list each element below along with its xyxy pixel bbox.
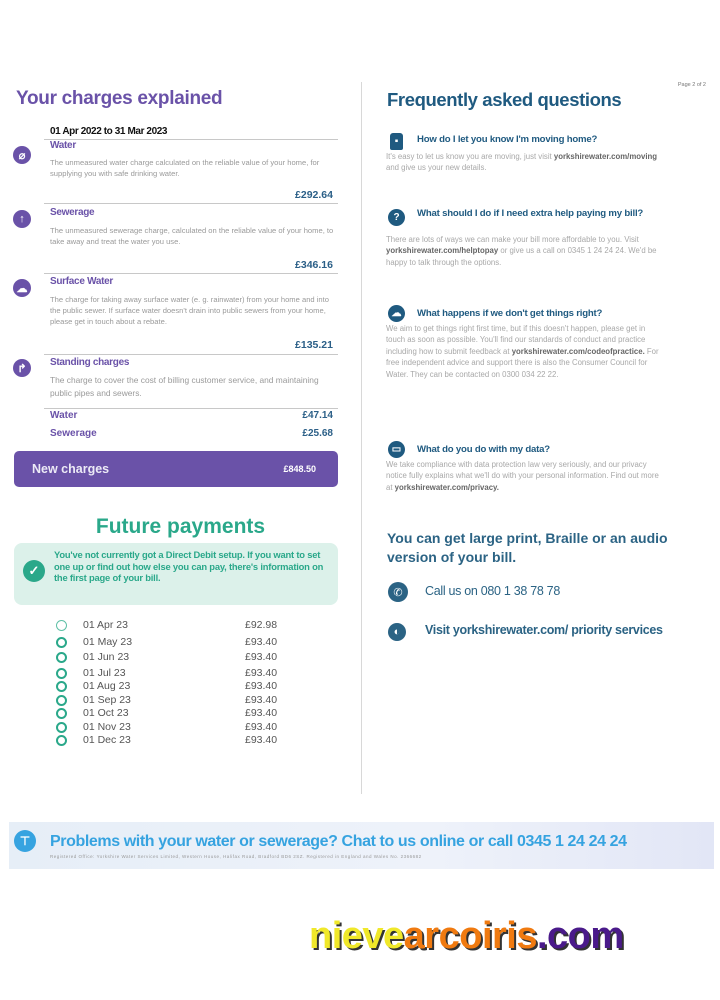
ring-icon bbox=[56, 735, 67, 746]
ring-icon bbox=[56, 652, 67, 663]
watermark-logo: nievearcoiris.com bbox=[309, 915, 624, 957]
speech-bubble-icon: ☁ bbox=[388, 305, 405, 322]
future-payments-title: Future payments bbox=[95, 515, 266, 538]
door-icon: ▪ bbox=[390, 133, 403, 150]
charge-name: Water bbox=[50, 140, 76, 151]
checkmark-icon: ✓ bbox=[23, 560, 45, 582]
rain-cloud-icon: ☁ bbox=[13, 279, 31, 297]
payment-row: 01 Aug 23 £93.40 bbox=[56, 680, 296, 694]
moving-link[interactable]: yorkshirewater.com/moving bbox=[553, 152, 658, 161]
ring-icon bbox=[56, 708, 67, 719]
payment-row: 01 May 23 £93.40 bbox=[56, 636, 296, 650]
payment-row: 01 Jun 23 £93.40 bbox=[56, 651, 296, 665]
charge-name: Sewerage bbox=[50, 207, 95, 218]
sewerage-arrow-icon: ↑ bbox=[13, 210, 31, 228]
ring-icon bbox=[56, 637, 67, 648]
payment-row: 01 Oct 23 £93.40 bbox=[56, 707, 296, 721]
call-us-text: Call us on 080 1 38 78 78 bbox=[425, 584, 560, 598]
page-number: Page 2 of 2 bbox=[677, 82, 706, 88]
charges-title: Your charges explained bbox=[16, 88, 223, 109]
faq-answer: We aim to get things right first time, but if this doesn't happen, please get in touch as soon as possible. You'll find our standards of conduct and practice including how to submit feedback at yorkshirewater.com/codeofpractice. For free independent advice and support there is also the Consumer Council for Water. They can be contacted on 0300 034 22 22. bbox=[386, 324, 659, 379]
visit-site-text: Visit yorkshirewater.com/ priority services bbox=[425, 623, 663, 637]
faq-answer: We take compliance with data protection law very seriously, and our privacy notice fully explains what we'll do with your personal information. Find out more at yorkshirewater.com/privacy. bbox=[386, 460, 659, 492]
payment-row: 01 Jul 23 £93.40 bbox=[56, 667, 296, 681]
helptopay-link[interactable]: yorkshirewater.com/helptopay bbox=[386, 246, 499, 256]
ring-icon bbox=[56, 668, 67, 679]
charge-description: The charge for taking away surface water (e. g. rainwater) from your home and into the public sewer. If surface water doesn't drain into public sewers from your home, please get in touch about a rebate. bbox=[50, 295, 329, 326]
standing-water-row bbox=[50, 410, 333, 421]
codeofpractice-link[interactable]: yorkshirewater.com/codeofpractice. bbox=[511, 346, 645, 356]
privacy-link[interactable]: yorkshirewater.com/privacy. bbox=[394, 482, 499, 492]
total-label: New charges bbox=[32, 462, 110, 476]
accessibility-heading: You can get large print, Braille or an audio version of your bill. bbox=[387, 530, 668, 565]
ring-icon bbox=[56, 681, 67, 692]
ring-icon bbox=[56, 620, 67, 631]
charge-amount: £135.21 bbox=[295, 339, 333, 351]
charge-name: Surface Water bbox=[50, 276, 113, 287]
divider bbox=[44, 354, 338, 355]
payment-row: 01 Apr 23 £92.98 bbox=[56, 619, 296, 633]
pipe-icon: ↱ bbox=[13, 359, 31, 377]
standing-amount: £25.68 bbox=[302, 428, 333, 439]
total-amount: £848.50 bbox=[283, 464, 316, 474]
faq-question: What should I do if I need extra help paying my bill? bbox=[417, 208, 644, 219]
standing-sewerage-row bbox=[50, 428, 333, 439]
divider bbox=[44, 408, 338, 409]
payment-schedule bbox=[56, 619, 296, 748]
charge-name: Standing charges bbox=[50, 357, 130, 368]
phone-icon: ✆ bbox=[388, 582, 408, 602]
standing-label: Water bbox=[50, 410, 78, 421]
data-monitor-icon: ▭ bbox=[388, 441, 405, 458]
banner-message: Problems with your water or sewerage? Chat to us online or call 0345 1 24 24 24 bbox=[50, 833, 627, 850]
question-icon: ? bbox=[388, 209, 405, 226]
ring-icon bbox=[56, 722, 67, 733]
ring-icon bbox=[56, 695, 67, 706]
charge-description: The unmeasured sewerage charge, calculated on the reliable value of your home, to take away and treat the water you use. bbox=[50, 226, 334, 246]
billing-period: 01 Apr 2022 to 31 Mar 2023 bbox=[50, 126, 168, 137]
notice-text: You've not currently got a Direct Debit setup. If you want to set one up or find out how else you can pay, there's information on the first page of your bill. bbox=[54, 549, 324, 583]
direct-debit-notice bbox=[14, 543, 338, 605]
faq-answer: It's easy to let us know you are moving, just visit yorkshirewater.com/moving and give us your new details. bbox=[386, 152, 658, 173]
charge-amount: £346.16 bbox=[295, 259, 333, 271]
column-divider bbox=[361, 82, 362, 794]
new-charges-total bbox=[14, 451, 338, 487]
tap-icon: ⊤ bbox=[14, 830, 36, 852]
water-tap-icon: ⌀ bbox=[13, 146, 31, 164]
payment-row: 01 Dec 23 £93.40 bbox=[56, 734, 296, 748]
payment-row: 01 Nov 23 £93.40 bbox=[56, 721, 296, 735]
payment-row: 01 Sep 23 £93.40 bbox=[56, 694, 296, 708]
charge-description: The unmeasured water charge calculated on the reliable value of your home, for supplying you with safe drinking water. bbox=[50, 158, 320, 178]
faq-title: Frequently asked questions bbox=[387, 89, 622, 110]
divider bbox=[44, 203, 338, 204]
faq-answer: There are lots of ways we can make your bill more affordable to you. Visit yorkshirewater.com/helptopay or give us a call on 0345 1 24 24 24. We'd be happy to talk through the options. bbox=[386, 235, 657, 267]
legal-text: Registered Office: Yorkshire Water Services Limited, Western House, Halifax Road, Bradford BD6 2SZ. Registered in England and Wales No. 2366682 bbox=[50, 854, 422, 859]
standing-amount: £47.14 bbox=[302, 410, 333, 421]
faq-question: How do I let you know I'm moving home? bbox=[417, 134, 598, 145]
divider bbox=[44, 139, 338, 140]
globe-icon: ◐ bbox=[388, 623, 406, 641]
standing-label: Sewerage bbox=[50, 428, 97, 439]
faq-question: What do you do with my data? bbox=[417, 444, 550, 455]
charge-description: The charge to cover the cost of billing customer service, and maintaining public pipes and sewers. bbox=[50, 375, 319, 398]
divider bbox=[44, 273, 338, 274]
faq-question: What happens if we don't get things right? bbox=[417, 308, 603, 319]
help-banner bbox=[9, 822, 714, 869]
charge-amount: £292.64 bbox=[295, 189, 333, 201]
